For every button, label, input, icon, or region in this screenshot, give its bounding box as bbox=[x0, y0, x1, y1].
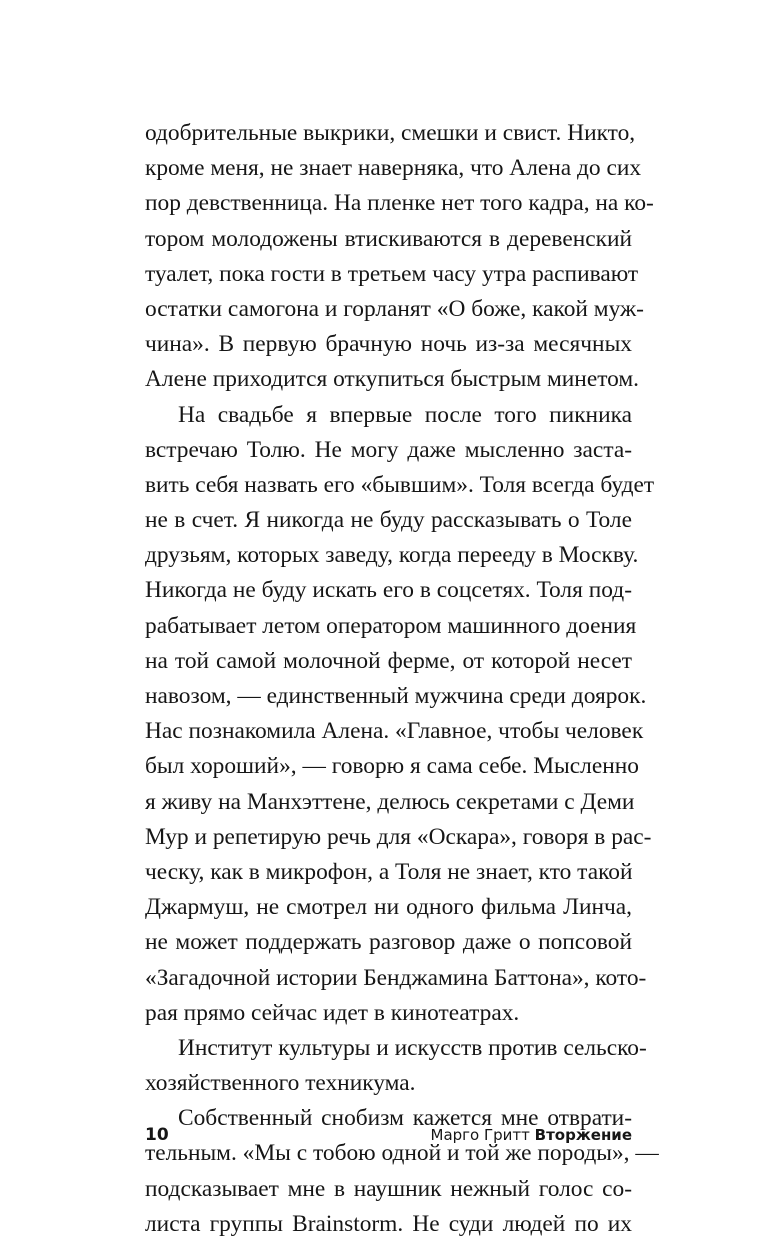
text-line: Джармуш, не смотрел ни одного фильма Линча, bbox=[145, 894, 632, 921]
text-line: друзьям, которых заведу, когда перееду в Москву. bbox=[145, 542, 639, 569]
text-line: был хороший», — говорю я сама себе. Мысленно bbox=[145, 753, 639, 780]
text-line: Институт культуры и искусств против сельско- bbox=[178, 1034, 647, 1061]
text-line: пор девственница. На пленке нет того кадра, на ко- bbox=[145, 190, 654, 217]
page-number: 10 bbox=[145, 1125, 169, 1145]
text-line: хозяйственного техникума. bbox=[145, 1070, 416, 1097]
running-head-book-title: Вторжение bbox=[534, 1126, 632, 1144]
page-footer bbox=[145, 1122, 632, 1148]
text-line: «Загадочной истории Бенджамина Баттона», кото- bbox=[145, 964, 647, 991]
text-line: остатки самогона и горланят «О боже, какой муж- bbox=[145, 295, 644, 322]
text-line: тором молодожены втискиваются в деревенский bbox=[145, 225, 632, 252]
text-line: на той самой молочной ферме, от которой несет bbox=[145, 647, 632, 674]
text-line: вить себя назвать его «бывшим». Толя всегда будет bbox=[145, 471, 655, 498]
text-line: навозом, — единственный мужчина среди доярок. bbox=[145, 683, 647, 709]
text-line: рая прямо сейчас идет в кинотеатрах. bbox=[145, 999, 520, 1026]
text-line: туалет, пока гости в третьем часу утра распивают bbox=[145, 260, 639, 287]
text-line: листа группы Brainstorm. Не суди людей по их bbox=[145, 1210, 632, 1237]
text-line: кроме меня, не знает наверняка, что Алена до сих bbox=[145, 155, 642, 182]
text-line: встречаю Толю. Не могу даже мысленно заста- bbox=[145, 436, 632, 463]
body-text bbox=[145, 116, 659, 1242]
running-head-author: Марго Гритт bbox=[430, 1126, 530, 1144]
text-line: Мур и репетирую речь для «Оскара», говоря в рас- bbox=[145, 823, 652, 850]
text-line: чина». В первую брачную ночь из-за месячных bbox=[145, 331, 632, 358]
text-line: одобрительные выкрики, смешки и свист. Никто, bbox=[145, 120, 636, 146]
text-line: Собственный снобизм кажется мне отврати- bbox=[178, 1105, 632, 1132]
text-line: я живу на Манхэттене, делюсь секретами с Деми bbox=[145, 788, 635, 815]
running-head bbox=[431, 1122, 632, 1148]
text-line: ческу, как в микрофон, а Толя не знает, кто такой bbox=[145, 858, 633, 885]
text-line: Никогда не буду искать его в соцсетях. Толя под- bbox=[145, 577, 632, 604]
text-line: Алене приходится откупиться быстрым минетом. bbox=[145, 366, 640, 393]
text-line: Нас познакомила Алена. «Главное, чтобы человек bbox=[145, 718, 644, 745]
text-line: На свадьбе я впервые после того пикника bbox=[178, 401, 632, 428]
text-line: подсказывает мне в наушник нежный голос со- bbox=[145, 1175, 632, 1202]
text-line: не в счет. Я никогда не буду рассказывать о Толе bbox=[145, 507, 632, 534]
text-line: не может поддержать разговор даже о попсовой bbox=[145, 929, 632, 956]
text-line: тельным. «Мы с тобою одной и той же породы», — bbox=[145, 1140, 659, 1167]
text-line: рабатывает летом оператором машинного доения bbox=[145, 612, 637, 639]
